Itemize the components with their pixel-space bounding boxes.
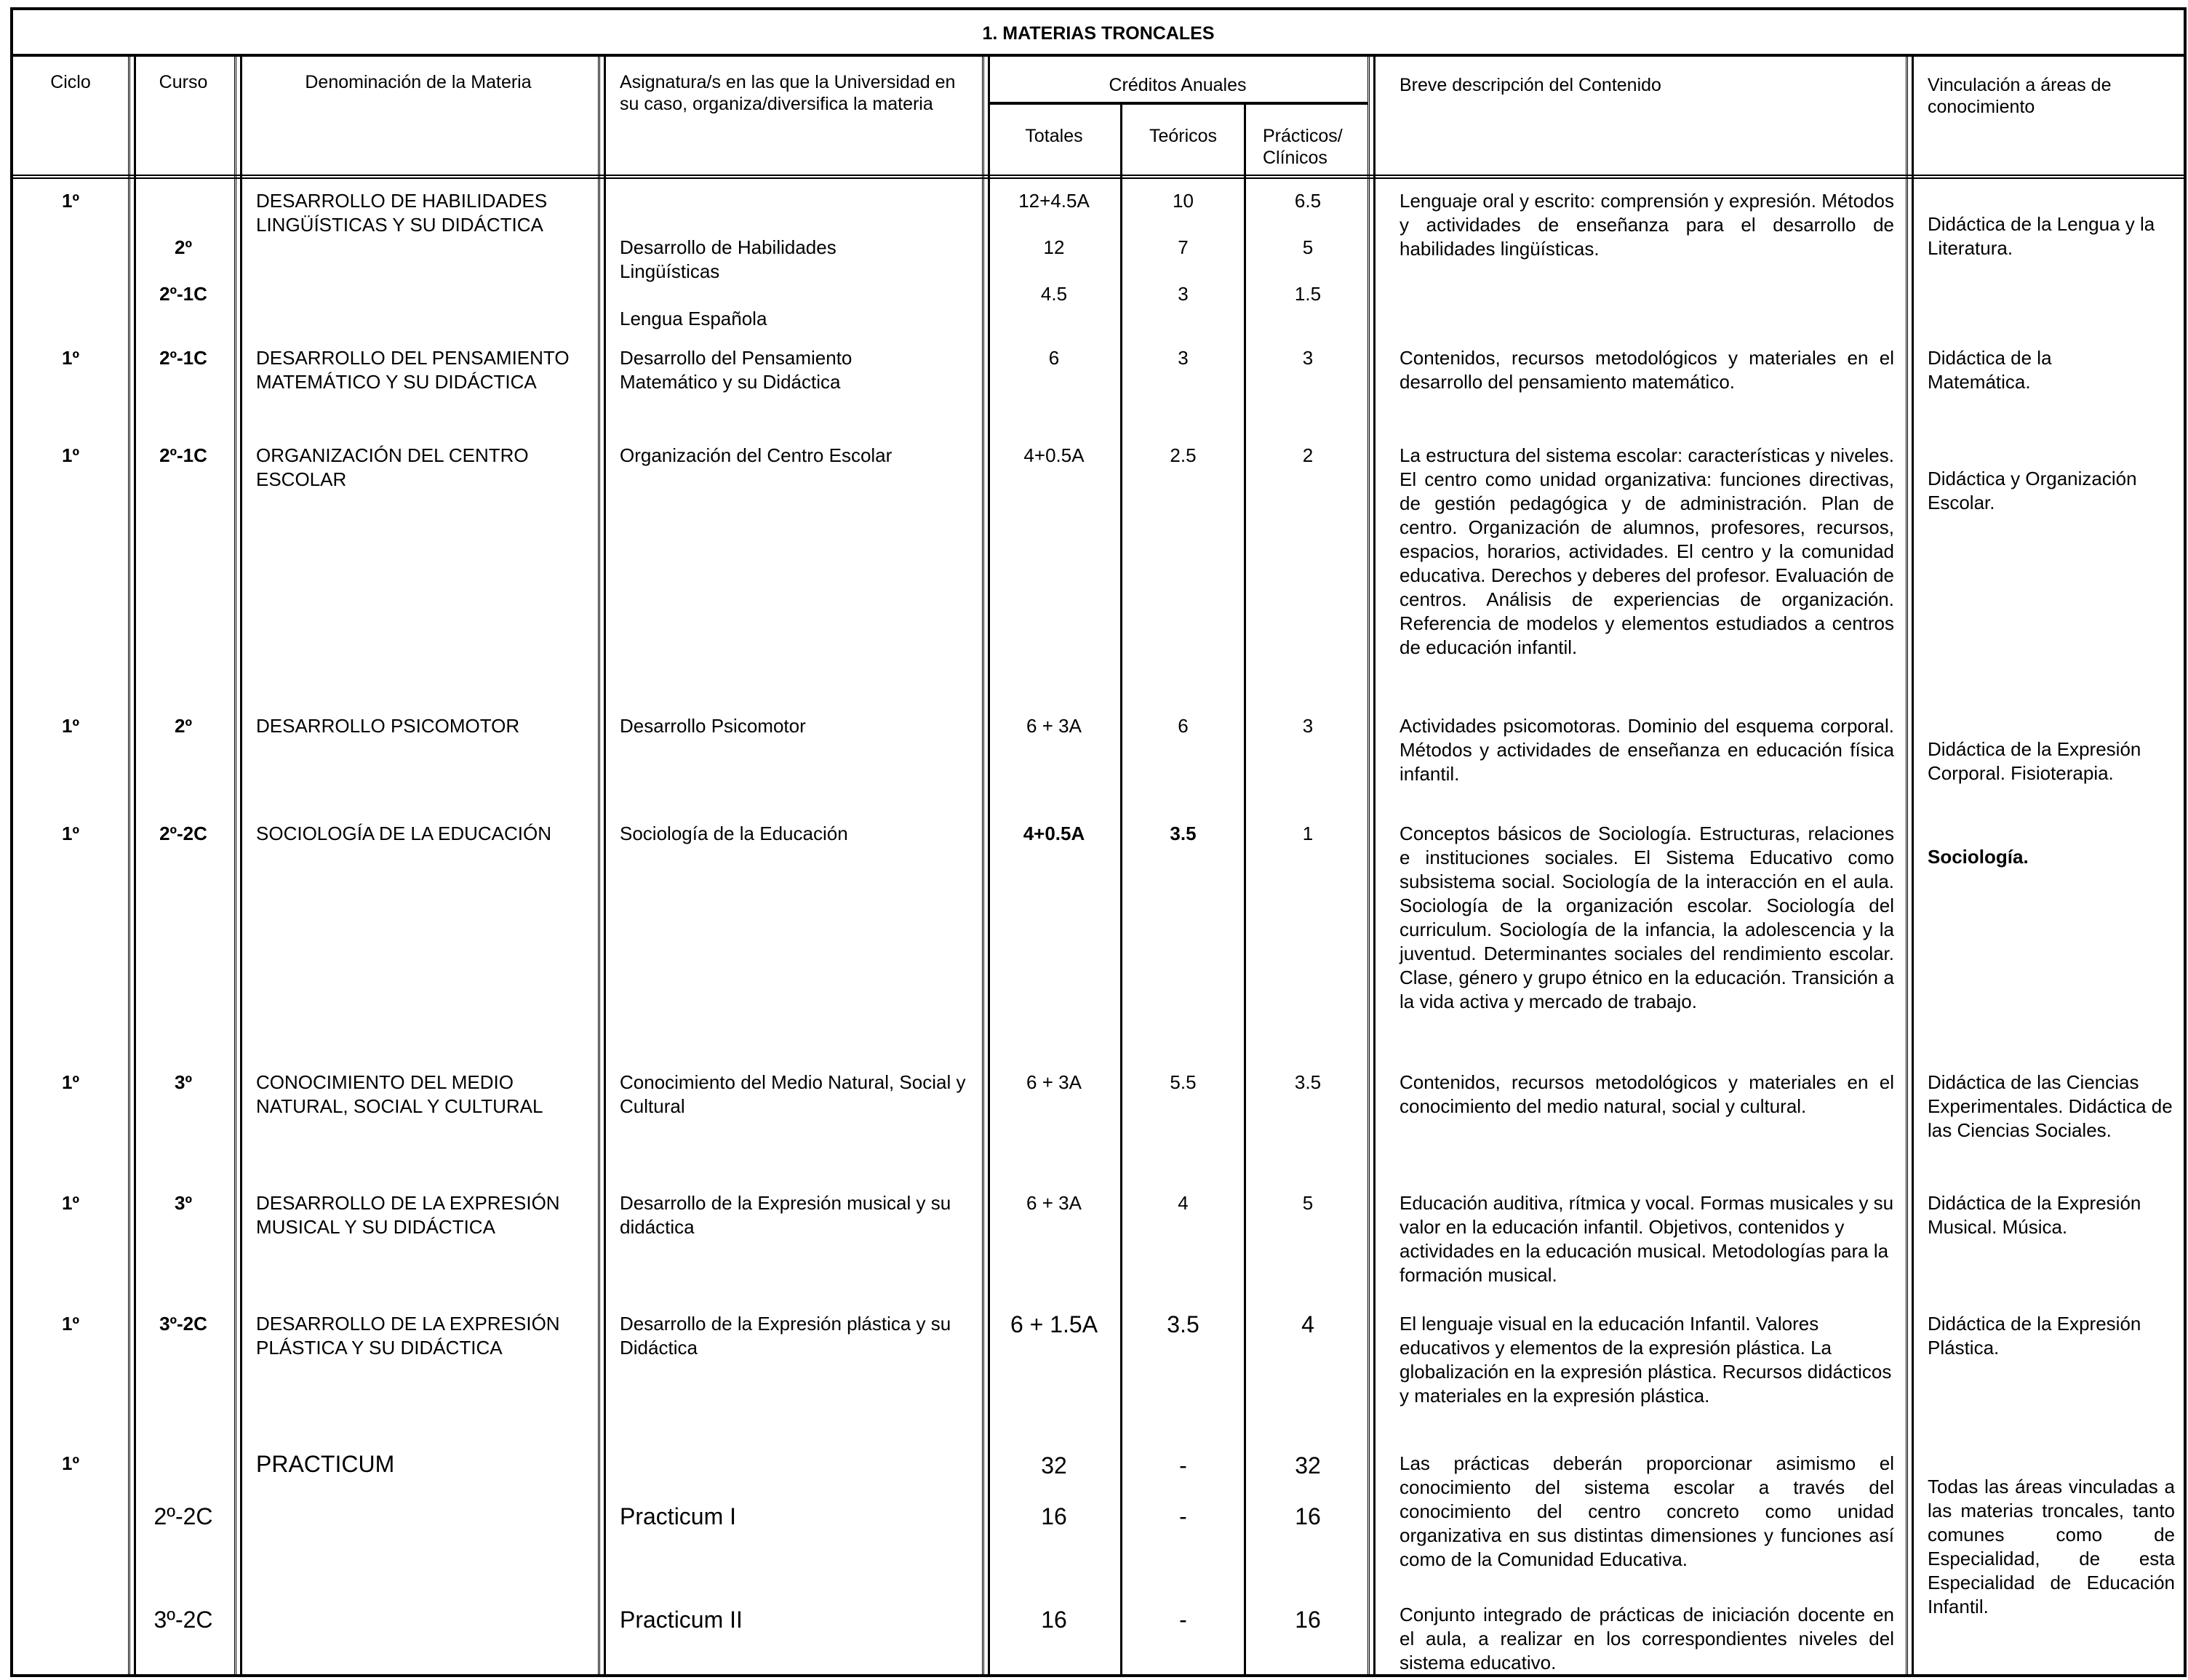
cell-practicos: 1 — [1302, 823, 1314, 844]
cell-asignatura: Conocimiento del Medio Natural, Social y Cultural — [620, 1071, 966, 1117]
cell-materia: DESARROLLO DE LA EXPRESIÓN PLÁSTICA Y SU DIDÁCTICA — [256, 1313, 560, 1359]
cell-descripcion: Contenidos, recursos metodológicos y materiales en el desarrollo del pensamiento matemático. — [1400, 347, 1894, 393]
cell-ciclo: 1º — [62, 444, 79, 466]
cell-curso: 3º-2C — [153, 1607, 213, 1633]
cell-ciclo: 1º — [62, 1071, 79, 1093]
cell-vinculacion: Todas las áreas vinculadas a las materias troncales, tanto comunes como de Especialidad, de esta Especialidad de Educación Infantil. — [1928, 1476, 2175, 1617]
header-ciclo: Ciclo — [50, 72, 91, 92]
cell-totales: 4.5 — [1040, 283, 1068, 305]
cell-totales: 4+0.5A — [1023, 823, 1085, 844]
cell-teoricos: - — [1179, 1452, 1187, 1479]
cell-ciclo: 1º — [62, 347, 79, 369]
cell-teoricos: 3 — [1178, 347, 1189, 369]
cell-curso: 3º-2C — [159, 1313, 207, 1335]
cell-practicos: 3.5 — [1294, 1071, 1322, 1093]
cell-materia: DESARROLLO DEL PENSAMIENTO MATEMÁTICO Y SU DIDÁCTICA — [256, 347, 570, 393]
cell-curso: 3º — [175, 1192, 192, 1214]
cell-ciclo: 1º — [62, 1452, 79, 1474]
cell-totales: 6 + 1.5A — [1010, 1311, 1098, 1337]
cell-asignatura: Desarrollo de la Expresión plástica y su Didáctica — [620, 1313, 951, 1359]
cell-materia: DESARROLLO PSICOMOTOR — [256, 715, 520, 737]
cell-descripcion: La estructura del sistema escolar: características y niveles. El centro como unidad organizativa: funciones directivas, de gestión pedagógica y de administración. Plan de centro. Organización de alumnos, profesores, recursos, espacios, horarios, actividades. El centro y la comunidad educativa. Derechos y deberes del profesor. Evaluación de centros. Análisis de experiencias de organización. Referencia de modelos y elementos estudiados a centros de educación infantil. — [1400, 444, 1894, 658]
cell-vinculacion: Didáctica y Organización Escolar. — [1928, 468, 2137, 513]
cell-asignatura: Desarrollo de la Expresión musical y su didáctica — [620, 1192, 951, 1238]
creditos-subheader-line — [988, 102, 1368, 105]
col-separator — [598, 57, 606, 1674]
cell-ciclo: 1º — [62, 190, 79, 212]
cell-descripcion: Educación auditiva, rítmica y vocal. Formas musicales y su valor en la educación infantil. Objetivos, contenidos y actividades en la educación musical. Metodologías para la formación musical. — [1400, 1192, 1894, 1286]
cell-curso: 2º-2C — [159, 823, 207, 844]
header-asignaturas: Asignatura/s en las que la Universidad en su caso, organiza/diversifica la materia — [620, 72, 956, 114]
cell-totales: 32 — [1041, 1452, 1067, 1479]
col-separator — [1906, 57, 1914, 1674]
cell-materia: ORGANIZACIÓN DEL CENTRO ESCOLAR — [256, 444, 529, 490]
col-separator — [234, 57, 242, 1674]
cell-ciclo: 1º — [62, 715, 79, 737]
header-curso: Curso — [159, 72, 208, 92]
cell-practicos: 5 — [1302, 1192, 1314, 1214]
cell-ciclo: 1º — [62, 1313, 79, 1335]
cell-teoricos: 5.5 — [1170, 1071, 1197, 1093]
cell-vinculacion: Didáctica de la Lengua y la Literatura. — [1928, 213, 2155, 259]
cell-descripcion: Conjunto integrado de prácticas de iniciación docente en el aula, a realizar en los correspondientes niveles del sistema educativo. — [1400, 1604, 1894, 1673]
cell-totales: 6 + 3A — [1026, 1071, 1082, 1093]
cell-ciclo: 1º — [62, 1192, 79, 1214]
cell-descripcion: Conceptos básicos de Sociología. Estructuras, relaciones e instituciones sociales. El Sistema Educativo como subsistema social. Sociología de la interacción en el aula. Sociología de la organización escolar. Sociología del curriculum. Sociología de la infancia, la adolescencia y la juventud. Determinantes sociales del rendimiento escolar. Clase, género y grupo étnico en la educación. Transición a la vida activa y mercado de trabajo. — [1400, 823, 1894, 1012]
header-totales: Totales — [1025, 126, 1083, 146]
cell-vinculacion: Didáctica de la Matemática. — [1928, 347, 2052, 393]
cell-descripcion: El lenguaje visual en la educación Infantil. Valores educativos y elementos de la expresión plástica. La globalización en la expresión plástica. Recursos didácticos y materiales en la expresión plástica. — [1400, 1313, 1892, 1407]
cell-materia: PRACTICUM — [256, 1451, 395, 1477]
cell-vinculacion: Didáctica de las Ciencias Experimentales. Didáctica de las Ciencias Sociales. — [1928, 1071, 2173, 1141]
cell-totales: 12+4.5A — [1018, 190, 1090, 212]
cell-teoricos: 4 — [1178, 1192, 1189, 1214]
cell-practicos: 2 — [1302, 444, 1314, 466]
cell-totales: 16 — [1041, 1503, 1067, 1529]
cell-totales: 16 — [1041, 1607, 1067, 1633]
cell-descripcion: Actividades psicomotoras. Dominio del esquema corporal. Métodos y actividades de enseñanza en educación física infantil. — [1400, 715, 1894, 785]
cell-practicos: 3 — [1302, 715, 1314, 737]
cell-curso: 2º-1C — [159, 347, 207, 369]
cell-totales: 6 + 3A — [1026, 1192, 1082, 1214]
cell-totales: 12 — [1043, 236, 1065, 258]
cell-curso: 2º-2C — [153, 1503, 213, 1529]
cell-practicos: 1.5 — [1294, 283, 1322, 305]
cell-teoricos: 3 — [1178, 283, 1189, 305]
cell-vinculacion: Sociología. — [1928, 846, 2029, 868]
cell-curso: 2º-1C — [159, 283, 207, 305]
cell-asignatura: Lengua Española — [620, 308, 767, 329]
header-creditos: Créditos Anuales — [1109, 75, 1247, 95]
cell-curso: 2º — [175, 715, 192, 737]
cell-totales: 6 — [1048, 347, 1060, 369]
col-separator — [1368, 57, 1376, 1674]
cell-practicos: 6.5 — [1294, 190, 1322, 212]
cell-practicos: 32 — [1295, 1452, 1321, 1479]
header-vinculacion: Vinculación a áreas de conocimiento — [1928, 75, 2112, 117]
cell-totales: 6 + 3A — [1026, 715, 1082, 737]
cell-materia: SOCIOLOGÍA DE LA EDUCACIÓN — [256, 823, 551, 844]
cell-descripcion: Lenguaje oral y escrito: comprensión y expresión. Métodos y actividades de enseñanza para el desarrollo de habilidades lingüísticas. — [1400, 190, 1894, 260]
cell-practicos: 4 — [1301, 1311, 1314, 1337]
cell-teoricos: 3.5 — [1167, 1311, 1199, 1337]
cell-asignatura: Desarrollo Psicomotor — [620, 715, 806, 737]
cell-vinculacion: Didáctica de la Expresión Musical. Música. — [1928, 1192, 2141, 1238]
cell-ciclo: 1º — [62, 823, 79, 844]
header-bottom-line — [13, 175, 2184, 179]
header-denominacion: Denominación de la Materia — [305, 72, 532, 92]
col-separator — [1244, 102, 1246, 1674]
cell-curso: 2º — [175, 236, 192, 258]
cell-practicos: 3 — [1302, 347, 1314, 369]
cell-teoricos: 7 — [1178, 236, 1189, 258]
cell-asignatura: Practicum I — [620, 1503, 737, 1529]
cell-curso: 3º — [175, 1071, 192, 1093]
cell-vinculacion: Didáctica de la Expresión Plástica. — [1928, 1313, 2141, 1359]
cell-practicos: 5 — [1302, 236, 1314, 258]
cell-descripcion: Contenidos, recursos metodológicos y materiales en el conocimiento del medio natural, social y cultural. — [1400, 1071, 1894, 1117]
cell-materia: CONOCIMIENTO DEL MEDIO NATURAL, SOCIAL Y CULTURAL — [256, 1071, 543, 1117]
cell-teoricos: - — [1179, 1503, 1187, 1529]
header-descripcion: Breve descripción del Contenido — [1400, 75, 1661, 95]
cell-teoricos: 6 — [1178, 715, 1189, 737]
cell-practicos: 16 — [1295, 1503, 1321, 1529]
cell-teoricos: 2.5 — [1170, 444, 1197, 466]
cell-teoricos: - — [1179, 1607, 1187, 1633]
cell-asignatura: Sociología de la Educación — [620, 823, 848, 844]
header-practicos: Prácticos/ Clínicos — [1263, 126, 1343, 168]
cell-asignatura: Practicum II — [620, 1607, 743, 1633]
materias-troncales-sheet — [10, 7, 2187, 1677]
cell-vinculacion: Didáctica de la Expresión Corporal. Fisioterapia. — [1928, 738, 2141, 784]
cell-curso: 2º-1C — [159, 444, 207, 466]
cell-asignatura: Desarrollo del Pensamiento Matemático y su Didáctica — [620, 347, 853, 393]
header-teoricos: Teóricos — [1149, 126, 1218, 146]
cell-teoricos: 3.5 — [1170, 823, 1197, 844]
cell-materia: DESARROLLO DE HABILIDADES LINGÜÍSTICAS Y SU DIDÁCTICA — [256, 190, 548, 236]
cell-totales: 4+0.5A — [1023, 444, 1085, 466]
cell-asignatura: Desarrollo de Habilidades Lingüísticas — [620, 236, 837, 282]
cell-teoricos: 10 — [1173, 190, 1194, 212]
cell-asignatura: Organización del Centro Escolar — [620, 444, 893, 466]
sheet-title: 1. MATERIAS TRONCALES — [13, 10, 2184, 57]
cell-descripcion: Las prácticas deberán proporcionar asimismo el conocimiento del sistema escolar a través del conocimiento del centro concreto como unidad organizativa en sus distintas dimensiones y funciones así como de la Comunidad Educativa. — [1400, 1452, 1894, 1570]
cell-materia: DESARROLLO DE LA EXPRESIÓN MUSICAL Y SU DIDÁCTICA — [256, 1192, 560, 1238]
col-separator — [1120, 102, 1122, 1674]
cell-practicos: 16 — [1295, 1607, 1321, 1633]
